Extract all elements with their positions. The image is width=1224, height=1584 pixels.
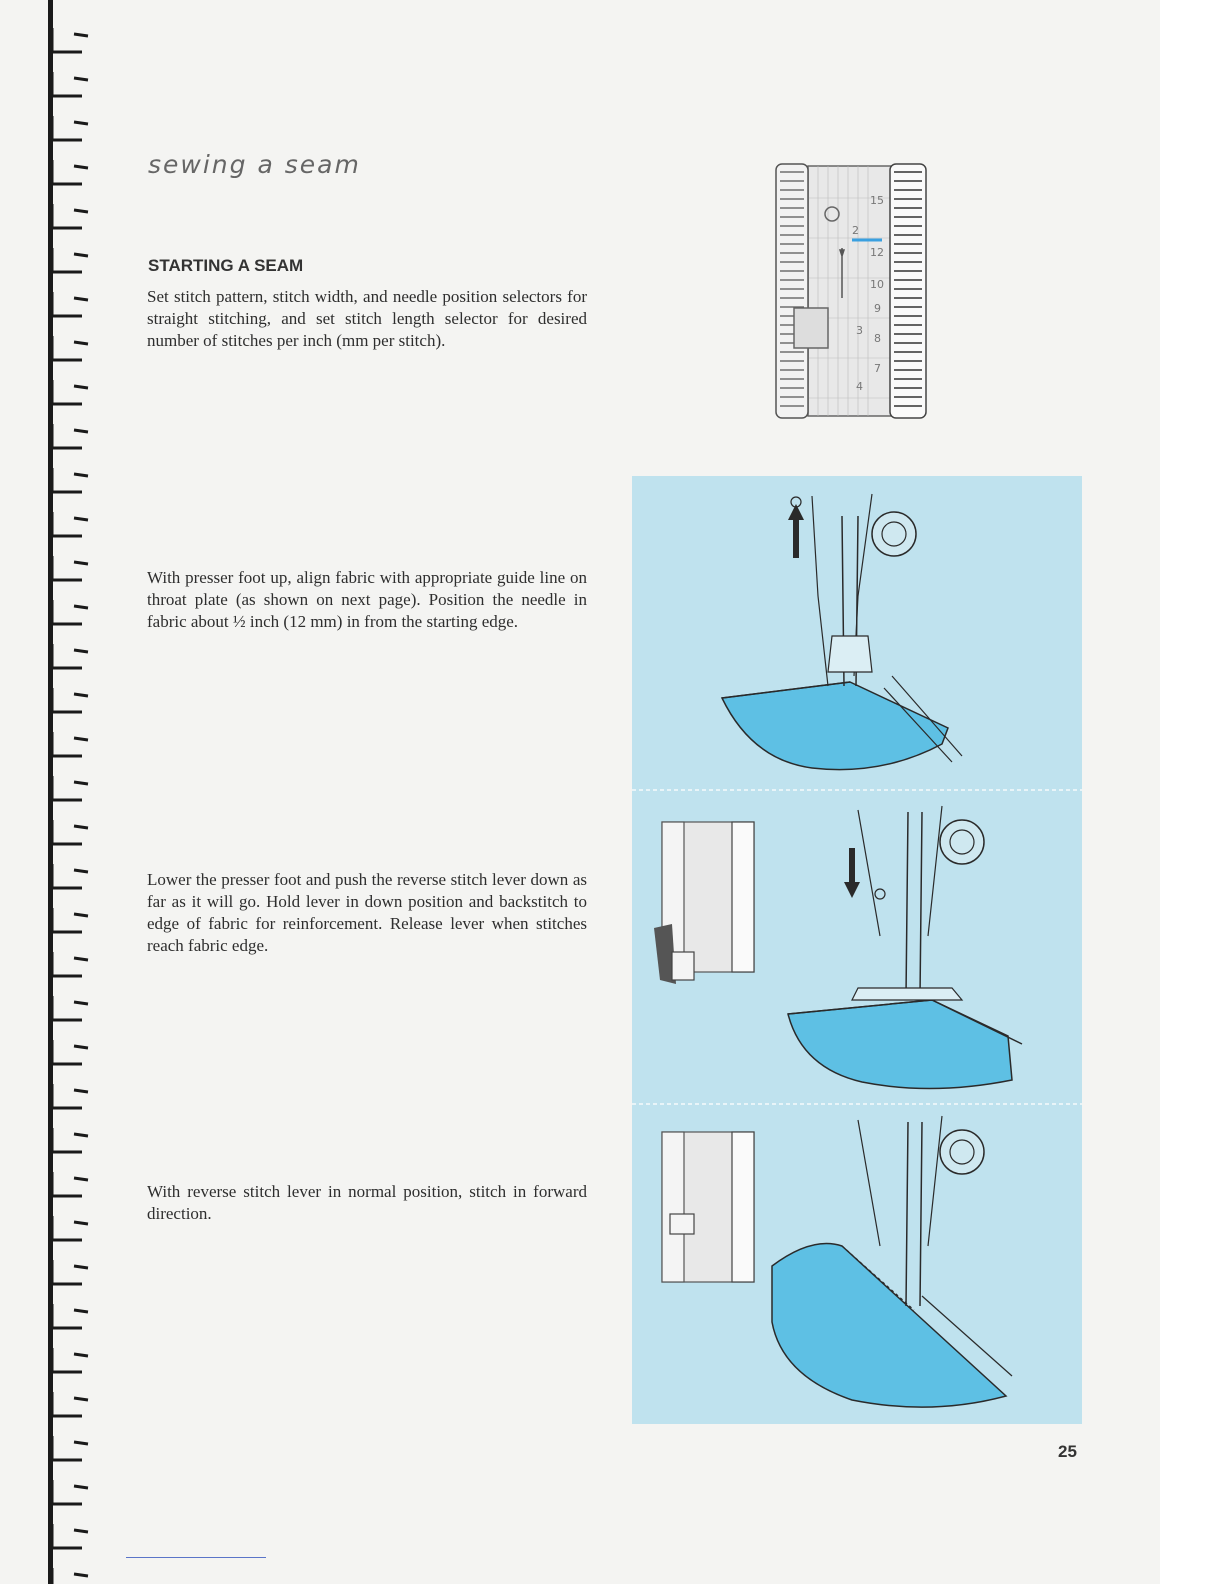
paragraph-set-selectors: Set stitch pattern, stitch width, and needle position selectors for straight stitching, and set stitch length selector for desired number of stitches per inch (mm per stitch). <box>147 287 587 350</box>
paragraph-forward-stitch: With reverse stitch lever in normal position, stitch in forward direction. <box>147 1182 587 1223</box>
paragraph-align-fabric: With presser foot up, align fabric with appropriate guide line on throat plate (as shown on next page). Position the needle in fabric about ½ inch (12 mm) in from the starting edge. <box>147 568 587 631</box>
dial-number-12: 12 <box>870 246 884 259</box>
dial-number-7: 7 <box>874 362 881 375</box>
arrow-up-icon <box>788 497 804 558</box>
section-title: sewing a seam <box>148 150 361 179</box>
dial-number-15: 15 <box>870 194 884 207</box>
step-1-illustration <box>722 494 962 770</box>
dial-number-8: 8 <box>874 332 881 345</box>
illustration-panel <box>632 476 1082 1424</box>
spiral-binding <box>48 0 98 1584</box>
arrow-down-icon <box>844 848 885 899</box>
step-2-illustration <box>654 806 1022 1089</box>
mini-dial-step-3 <box>662 1132 754 1282</box>
paragraph-backstitch: Lower the presser foot and push the reverse stitch lever down as far as it will go. Hold lever in down position and backstitch to edge of fabric for reinforcement. Release lever when stitches reach fabric edge. <box>147 870 587 955</box>
heading-starting-a-seam: STARTING A SEAM <box>148 256 304 275</box>
dial-number-9: 9 <box>874 302 881 315</box>
footer-rule <box>126 1557 266 1558</box>
page-number: 25 <box>1058 1442 1077 1461</box>
step-3-illustration <box>662 1116 1012 1407</box>
stitch-length-dial-illustration <box>768 158 936 422</box>
dial-mm-2: 2 <box>852 224 859 237</box>
dial-mm-3: 3 <box>856 324 863 337</box>
page-edge <box>1160 0 1224 1584</box>
dial-mm-4: 4 <box>856 380 863 393</box>
mini-dial-step-2 <box>654 822 754 984</box>
dial-number-10: 10 <box>870 278 884 291</box>
